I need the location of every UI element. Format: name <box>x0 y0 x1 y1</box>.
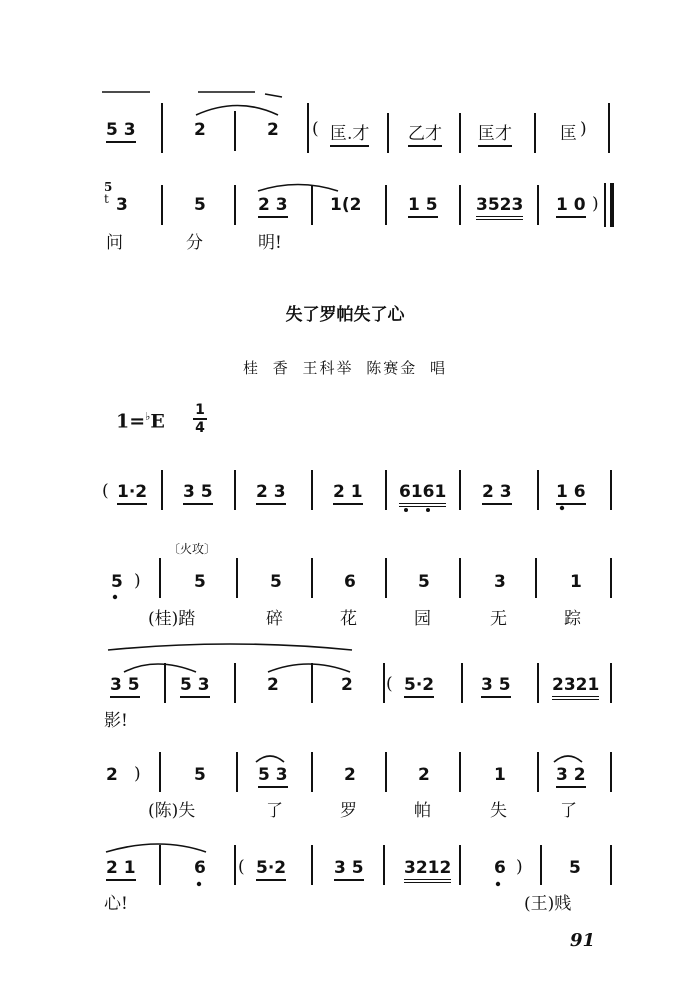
barline <box>234 111 236 151</box>
octave-dot <box>197 882 201 886</box>
note-group: 3 5 <box>110 675 140 695</box>
barline <box>161 103 163 153</box>
barline <box>311 752 313 792</box>
slur <box>106 844 206 852</box>
slur <box>554 756 582 762</box>
note-group: 5 <box>111 572 123 592</box>
grace-mark: t <box>104 192 109 206</box>
final-barline <box>610 183 614 227</box>
barline <box>537 752 539 792</box>
note-group: 6 <box>494 858 506 878</box>
paren-open: ( <box>312 119 319 139</box>
octave-dot <box>113 595 117 599</box>
key-prefix: 1= <box>116 410 146 433</box>
note-group: 3523 <box>476 195 523 215</box>
note-group: 2 <box>344 765 356 785</box>
lyric: (陈)失 <box>148 801 196 821</box>
lyric: 踪 <box>564 609 581 629</box>
note-group: 2 <box>341 675 353 695</box>
barline <box>159 752 161 792</box>
barline <box>236 558 238 598</box>
barline <box>537 470 539 510</box>
note-group: 3212 <box>404 858 451 878</box>
performers-credit: 桂 香 王科举 陈赛金 唱 <box>242 359 448 377</box>
barline <box>159 845 161 885</box>
note-group: 2 1 <box>106 858 136 878</box>
lyric: 明! <box>258 233 282 253</box>
barline <box>459 470 461 510</box>
barline <box>387 113 389 153</box>
barline <box>234 185 236 225</box>
note-group: 2 3 <box>256 482 286 502</box>
paren-close: ) <box>580 119 587 139</box>
percussion-annotation: 〔火攻〕 <box>168 542 217 556</box>
note-group: 5 <box>194 195 206 215</box>
barline <box>535 558 537 598</box>
note-group: 5 3 <box>258 765 288 785</box>
note-group: 3 5 <box>481 675 511 695</box>
note-group: 5·2 <box>256 858 286 878</box>
barline <box>537 663 539 703</box>
slur <box>124 664 196 672</box>
note-group: 2 3 <box>482 482 512 502</box>
note-group: 3 5 <box>183 482 213 502</box>
barline <box>161 470 163 510</box>
octave-dot <box>560 506 564 510</box>
barline <box>311 558 313 598</box>
barline <box>161 185 163 225</box>
note-group: 2 <box>106 765 118 785</box>
lyric: 园 <box>414 609 431 629</box>
barline <box>307 103 309 153</box>
page-number: 91 <box>570 930 596 951</box>
song-title: 失了罗帕失了心 <box>285 305 405 325</box>
note-group: 5·2 <box>404 675 434 695</box>
barline <box>311 845 313 885</box>
note-group: 5 <box>569 858 581 878</box>
lyric: 罗 <box>340 801 357 821</box>
flat-sign: ♭ <box>145 410 151 423</box>
note-group: 1 0 <box>556 195 586 215</box>
note-group: 2 <box>267 120 279 140</box>
note-group: 2 <box>267 675 279 695</box>
note-group: 3 5 <box>334 858 364 878</box>
note-group: 5 <box>194 765 206 785</box>
lyric: 了 <box>560 801 577 821</box>
note-group: 3 2 <box>556 765 586 785</box>
paren-close: ) <box>592 194 599 214</box>
lyric: 失 <box>490 801 507 821</box>
note-group: 2 <box>194 120 206 140</box>
paren-close: ) <box>134 764 141 784</box>
slur <box>108 644 352 650</box>
barline <box>311 470 313 510</box>
lyric: 碎 <box>266 609 283 629</box>
percussion-group: 匡.才 <box>330 119 369 144</box>
paren-close: ) <box>134 571 141 591</box>
barline <box>234 845 236 885</box>
lyric: 影! <box>104 711 128 731</box>
barline <box>459 752 461 792</box>
note-group: 1 <box>494 765 506 785</box>
paren-open: ( <box>386 674 393 694</box>
key-signature <box>116 410 165 432</box>
lyric: 问 <box>106 233 123 253</box>
barline <box>385 558 387 598</box>
barline <box>385 185 387 225</box>
lyric: 了 <box>266 801 283 821</box>
barline <box>236 752 238 792</box>
barline <box>610 752 612 792</box>
lyric: 分 <box>186 233 203 253</box>
note-group: 2 3 <box>258 195 288 215</box>
note-group: 6161 <box>399 482 446 502</box>
note-group: 1(2 <box>330 195 362 215</box>
note-group: 3 <box>116 195 128 215</box>
lyric: 无 <box>490 609 507 629</box>
note-group: 6 <box>194 858 206 878</box>
slur <box>268 664 350 672</box>
lyric: 花 <box>340 609 357 629</box>
barline <box>610 845 612 885</box>
note-group: 5 <box>270 572 282 592</box>
grace-note: 5 <box>104 180 113 194</box>
note-group: 2321 <box>552 675 599 695</box>
octave-dot <box>404 508 408 512</box>
note-group: 1 5 <box>408 195 438 215</box>
barline <box>385 470 387 510</box>
lyric: 心! <box>104 894 128 914</box>
note-group: 5 3 <box>180 675 210 695</box>
slur <box>196 106 278 116</box>
final-barline <box>604 183 606 227</box>
barline <box>540 845 542 885</box>
barline <box>385 752 387 792</box>
paren-open: ( <box>102 481 109 501</box>
barline <box>610 558 612 598</box>
paren-open: ( <box>238 857 245 877</box>
note-group: 1 6 <box>556 482 586 502</box>
percussion-group: 乙才 <box>408 119 442 144</box>
octave-dot <box>496 882 500 886</box>
note-group: 5 <box>194 572 206 592</box>
barline <box>311 663 313 703</box>
lyric: (王)贱 <box>524 894 572 914</box>
note-group: 5 3 <box>106 120 136 140</box>
time-numerator: 1 <box>195 402 205 418</box>
octave-dot <box>426 508 430 512</box>
barline <box>534 113 536 153</box>
percussion-group: 匡才 <box>478 119 512 144</box>
lyric: (桂)踏 <box>148 609 196 629</box>
barline <box>311 185 313 225</box>
key-letter: E <box>150 410 165 433</box>
barline <box>461 663 463 703</box>
barline <box>383 663 385 703</box>
barline <box>610 470 612 510</box>
barline <box>234 663 236 703</box>
barline <box>537 185 539 225</box>
barline <box>459 558 461 598</box>
note-group: 1 <box>570 572 582 592</box>
note-group: 3 <box>494 572 506 592</box>
slur <box>102 92 282 97</box>
note-group: 6 <box>344 572 356 592</box>
barline <box>234 470 236 510</box>
barline <box>459 845 461 885</box>
note-group: 2 1 <box>333 482 363 502</box>
barline <box>159 558 161 598</box>
note-group: 5 <box>418 572 430 592</box>
lyric: 帕 <box>414 801 431 821</box>
slur <box>258 185 338 192</box>
barline <box>610 663 612 703</box>
time-signature <box>193 402 207 436</box>
barline <box>608 103 610 153</box>
note-group: 1·2 <box>117 482 147 502</box>
time-denominator: 4 <box>193 418 207 436</box>
percussion-group: 匡 <box>560 124 577 144</box>
note-group: 2 <box>418 765 430 785</box>
barline <box>459 113 461 153</box>
paren-close: ) <box>516 857 523 877</box>
barline <box>164 663 166 703</box>
slur <box>256 756 284 762</box>
barline <box>383 845 385 885</box>
barline <box>459 185 461 225</box>
